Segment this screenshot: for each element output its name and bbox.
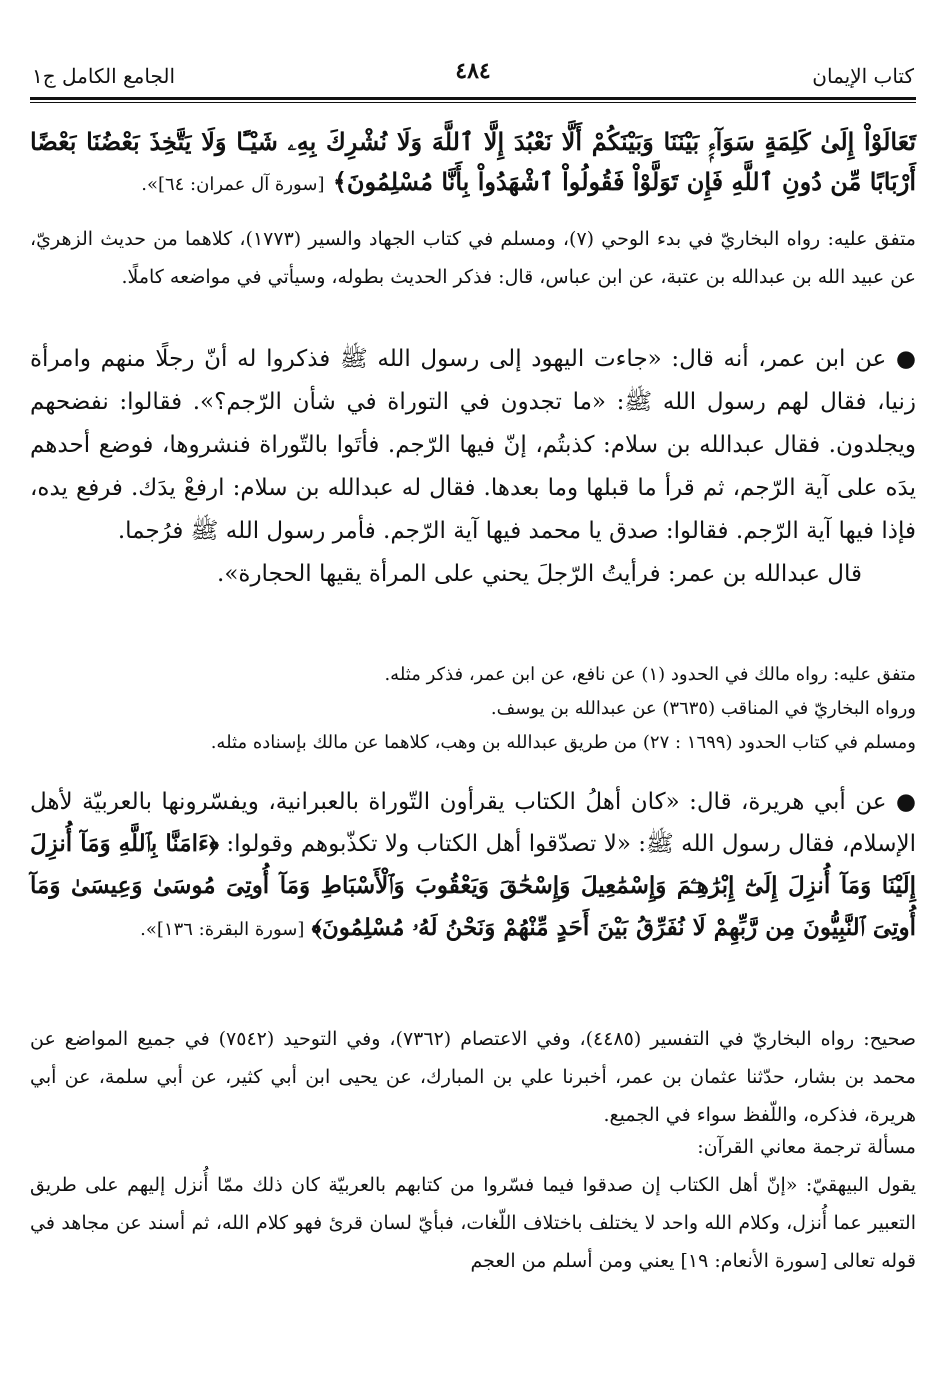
quran-verse-1-ref: [سورة آل عمران: ٦٤]». xyxy=(141,174,325,195)
quran-verse-1 xyxy=(30,122,916,205)
hadith-abu-hurayra-ref: [سورة البقرة: ١٣٦]». xyxy=(140,919,305,940)
takhrij-1 xyxy=(30,220,916,296)
hadith-ibn-umar-text: ● عن ابن عمر، أنه قال: «جاءت اليهود إلى رسول الله ﷺ فذكروا له أنّ رجلًا منهم وامرأة زنيا، فقال لهم رسول الله ﷺ: «ما تجدون في التوراة في شأن الرّجم؟». فقالوا: نفضحهم ويجلدون. فقال عبدالله بن سلام: كذبتُم، إنّ فيها الرّجم. فأتَوا بالتّوراة فنشروها، فوضع أحدهم يدَه على آية الرّجم، ثم قرأ ما قبلها وما بعدها. فقال له عبدالله بن سلام: ارفعْ يدَك. فرفع يده، فإذا فيها آية الرّجم. فقالوا: صدق يا محمد فيها آية الرّجم. فأمر رسول الله ﷺ فرُجما. xyxy=(30,346,916,544)
hadith-abu-hurayra-quran: ﴿ءَامَنَّا بِٱللَّهِ وَمَآ أُنزِلَ إِلَيْنَا وَمَآ أُنزِلَ إِلَىٰٓ إِبْرَٰهِـۧمَ وَإِسْمَٰعِيلَ وَإِسْحَٰقَ وَيَعْقُوبَ وَٱلْأَسْبَاطِ وَمَآ أُوتِىَ مُوسَىٰ وَعِيسَىٰ وَمَآ أُوتِىَ ٱلنَّبِيُّونَ مِن رَّبِّهِمْ لَا نُفَرِّقُ بَيْنَ أَحَدٍ مِّنْهُمْ وَنَحْنُ لَهُۥ مُسْلِمُونَ﴾ xyxy=(30,830,916,941)
quran-verse-1-text: تَعَالَوْاْ إِلَىٰ كَلِمَةٍ سَوَآءِۭ بَيْنَنَا وَبَيْنَكُمْ أَلَّا نَعْبُدَ إِلَّا ٱللَّهَ وَلَا نُشْرِكَ بِهِۦ شَيْـًٔا وَلَا يَتَّخِذَ بَعْضُنَا بَعْضًا أَرْبَابًا مِّن دُونِ ٱللَّهِ فَإِن تَوَلَّوْاْ فَقُولُواْ ٱشْهَدُواْ بِأَنَّا مُسْلِمُونَ﴾ xyxy=(30,127,916,196)
takhrij-3-text: صحيح: رواه البخاريّ في التفسير (٤٤٨٥)، وفي الاعتصام (٧٣٦٢)، وفي التوحيد (٧٥٤٢) في جميع المواضع عن محمد بن بشار، حدّثنا عثمان بن عمر، أخبرنا علي بن المبارك، عن يحيى ابن أبي كثير، عن أبي سلمة، عن أبي هريرة، فذكره، واللّفظ سواء في الجميع. xyxy=(30,1028,916,1126)
issue-title: مسألة ترجمة معاني القرآن: xyxy=(697,1136,916,1158)
chapter-title: كتاب الإيمان xyxy=(812,64,914,88)
translation-issue xyxy=(30,1128,916,1280)
hadith-abu-hurayra xyxy=(30,782,916,950)
book-title: الجامع الكامل ج١ xyxy=(32,64,176,88)
takhrij-2-line1: متفق عليه: رواه مالك في الحدود (١) عن نافع، عن ابن عمر، فذكر مثله. xyxy=(384,664,916,685)
takhrij-2-line3: ومسلم في كتاب الحدود (١٦٩٩ : ٢٧) من طريق عبدالله بن وهب، كلاهما عن مالك بإسناده مثله. xyxy=(210,732,916,753)
takhrij-1-text: متفق عليه: رواه البخاريّ في بدء الوحي (٧)، ومسلم في كتاب الجهاد والسير (١٧٧٣)، كلاهما من حديث الزهريّ، عن عبيد الله بن عبدالله بن عتبة، عن ابن عباس، قال: فذكر الحديث بطوله، وسيأتي في مواضعه كاملًا. xyxy=(30,228,916,288)
hadith-ibn-umar-tail: قال عبدالله بن عمر: فرأيتُ الرّجلَ يحني على المرأة يقيها الحجارة». xyxy=(217,561,862,587)
issue-text: يقول البيهقيّ: «إنّ أهل الكتاب إن صدقوا فيما فسّروا من كتابهم بالعربيّة كان ذلك ممّا أُنزل إليهم على طريق التعبير عما أُنزل، وكلام الله واحد لا يختلف باختلاف اللّغات، فبأيّ لسان قرئ فهو كلام الله، ثم أسند عن مجاهد في قوله تعالى [سورة الأنعام: ١٩] يعني ومن أسلم من العجم xyxy=(30,1174,916,1272)
hadith-abu-hurayra-text: ● عن أبي هريرة، قال: «كان أهلُ الكتاب يقرأون التّوراة بالعبرانية، ويفسّرونها بالعربيّة لأهل الإسلام، فقال رسول الله ﷺ: «لا تصدّقوا أهل الكتاب ولا تكذّبوهم وقولوا: xyxy=(30,789,916,857)
header-rule-thin xyxy=(30,102,916,103)
hadith-ibn-umar xyxy=(30,338,916,596)
header-rule xyxy=(30,97,916,100)
takhrij-3 xyxy=(30,1020,916,1134)
takhrij-2-line2: ورواه البخاريّ في المناقب (٣٦٣٥) عن عبدالله بن يوسف. xyxy=(490,698,916,719)
page-number: ٤٨٤ xyxy=(455,58,491,84)
takhrij-2 xyxy=(30,658,916,760)
